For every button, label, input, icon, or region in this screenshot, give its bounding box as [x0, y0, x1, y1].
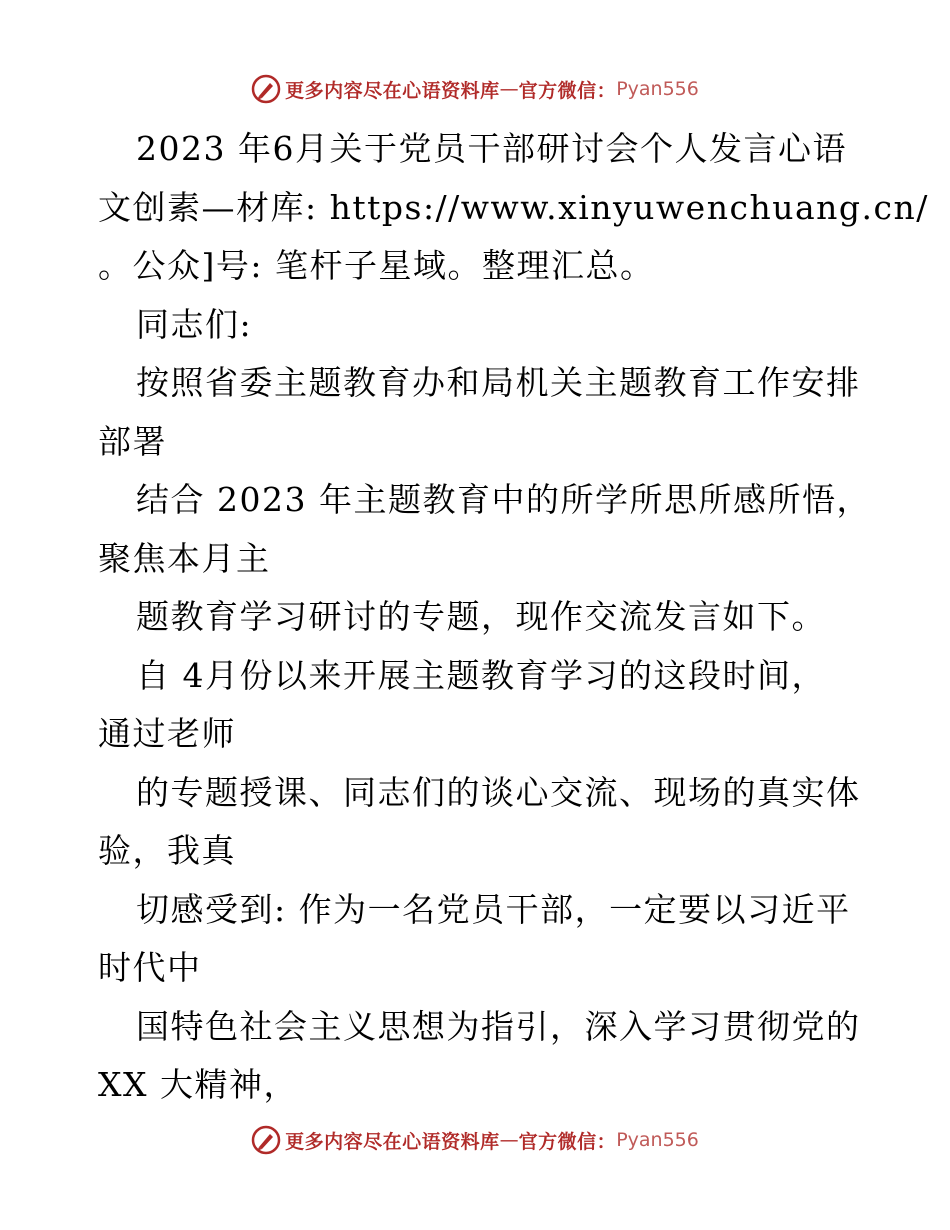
body-line: 。公众]号: 笔杆子星域。整理汇总。: [98, 246, 655, 285]
body-line: 的专题授课、同志们的谈心交流、现场的真实体: [136, 772, 861, 812]
body-line: XX 大精神，: [98, 1065, 298, 1104]
pen-logo-icon: [251, 74, 281, 104]
body-line: 按照省委主题教育办和局机关主题教育工作安排: [136, 363, 861, 402]
body-line: 2023 年6月关于党员干部研讨会个人发言心语: [136, 129, 847, 168]
body-line: 结合 2023 年主题教育中的所学所思所感所悟，: [136, 480, 871, 519]
body-line: 时代中: [98, 948, 202, 987]
footer-banner-separator: —: [499, 1129, 519, 1151]
header-banner-separator: —: [499, 78, 519, 100]
body-line: 聚焦本月主: [98, 538, 271, 578]
body-line: 部署: [98, 421, 167, 461]
header-wechat-label: 官方微信：: [518, 79, 617, 102]
footer-banner: [0, 1123, 950, 1157]
body-line: 切感受到: 作为一名党员干部，一定要以习近平: [136, 889, 851, 929]
footer-banner-text: 更多内容尽在心语资料库: [285, 1130, 500, 1153]
footer-wechat-label: 官方微信：: [518, 1130, 617, 1153]
body-line: 自 4月份以来开展主题教育学习的这段时间，: [136, 655, 826, 695]
footer-wechat-id: Pyan556: [616, 1129, 699, 1151]
body-line: 文创素—材库: https://www.xinyuwenchuang.cn/: [98, 187, 929, 227]
header-wechat-id: Pyan556: [616, 78, 699, 100]
greeting: 同志们:: [136, 304, 253, 344]
body-line: 验，我真: [98, 831, 236, 870]
pen-logo-icon: [251, 1125, 281, 1155]
header-banner: [0, 72, 950, 106]
header-banner-text: 更多内容尽在心语资料库: [285, 79, 500, 102]
body-line: 国特色社会主义思想为指引，深入学习贯彻党的: [136, 1006, 861, 1046]
body-line: 题教育学习研讨的专题，现作交流发言如下。: [136, 597, 826, 636]
body-line: 通过老师: [98, 714, 236, 753]
document-body: [98, 120, 929, 1115]
